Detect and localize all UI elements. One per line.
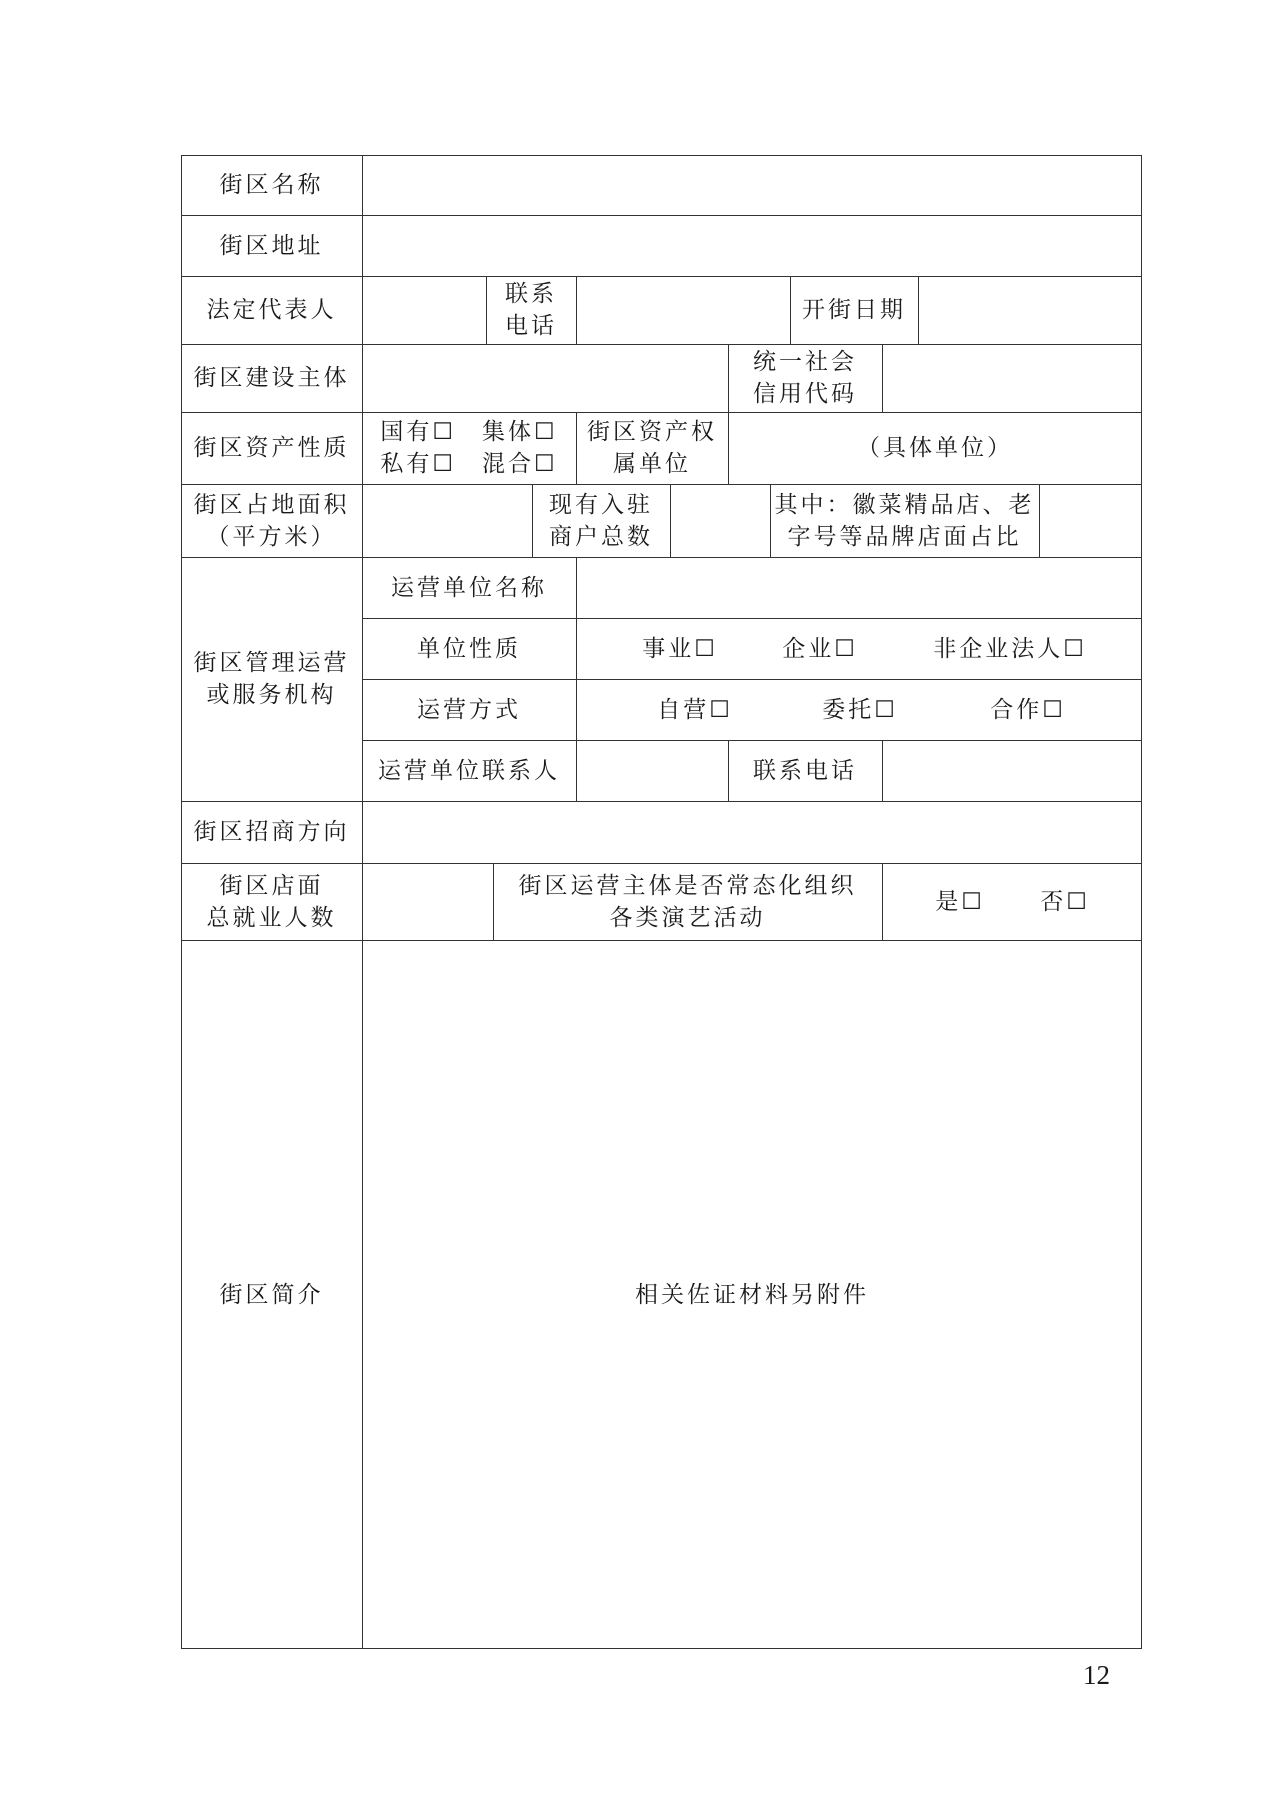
- label-operator-group: [181, 557, 362, 801]
- street-name-field[interactable]: [362, 155, 1142, 215]
- investment-direction-field[interactable]: [362, 801, 1142, 863]
- label-employment: [181, 863, 362, 940]
- option-no[interactable]: 否☐: [1040, 888, 1090, 915]
- label-opening-date: 开街日期: [802, 297, 906, 323]
- label-line: 街区资产权: [587, 419, 717, 445]
- label-investment-direction: 街区招商方向: [193, 819, 350, 845]
- operator-contact-field[interactable]: [576, 740, 728, 801]
- legal-representative-field[interactable]: [362, 276, 486, 344]
- label-line: 总就业人数: [206, 904, 337, 931]
- label-street-name: 街区名称: [219, 172, 324, 198]
- merchant-count-field[interactable]: [670, 484, 770, 557]
- label-line: 其中：徽菜精品店、老: [774, 491, 1035, 518]
- contact-phone-field[interactable]: [576, 276, 790, 344]
- asset-nature-options[interactable]: [362, 412, 576, 484]
- page-number: 12: [1083, 1660, 1110, 1690]
- option-cooperation[interactable]: 合作☐: [990, 696, 1066, 723]
- label-line: 字号等品牌店面占比: [787, 523, 1022, 550]
- option-enterprise[interactable]: 企业☐: [782, 635, 858, 662]
- employment-field[interactable]: [362, 863, 493, 940]
- land-area-field[interactable]: [362, 484, 532, 557]
- label-operation-mode: 运营方式: [417, 696, 521, 723]
- opening-date-field[interactable]: [918, 276, 1142, 344]
- street-address-field[interactable]: [362, 215, 1142, 276]
- label-contact-phone: [486, 276, 576, 344]
- label-line: 属单位: [613, 451, 691, 477]
- label-line: 统一社会: [753, 349, 857, 375]
- brand-store-ratio-field[interactable]: [1039, 484, 1142, 557]
- asset-options-line[interactable]: 国有☐ 集体☐: [380, 419, 558, 445]
- construction-entity-field[interactable]: [362, 344, 728, 412]
- label-unit-nature: 单位性质: [417, 635, 521, 662]
- option-entrusted[interactable]: 委托☐: [822, 696, 898, 723]
- label-operator-name: 运营单位名称: [391, 574, 547, 601]
- label-street-address: 街区地址: [219, 232, 324, 259]
- operator-name-field[interactable]: [576, 557, 1142, 618]
- label-line: 街区店面: [219, 872, 324, 899]
- label-line: 商户总数: [549, 523, 653, 550]
- option-public-institution[interactable]: 事业☐: [642, 635, 718, 662]
- label-operator-phone: 联系电话: [753, 757, 857, 784]
- label-line: （平方米）: [206, 523, 337, 550]
- label-asset-nature: 街区资产性质: [193, 435, 350, 461]
- label-line: 或服务机构: [206, 682, 337, 708]
- label-line: 联系: [505, 281, 557, 307]
- column-divider: [882, 863, 883, 940]
- label-line: 信用代码: [753, 381, 857, 407]
- label-legal-representative: 法定代表人: [206, 297, 337, 323]
- label-merchant-count: [532, 484, 670, 557]
- intro-note: 相关佐证材料另附件: [635, 1281, 869, 1308]
- label-regular-events: [493, 863, 882, 940]
- credit-code-field[interactable]: [882, 344, 1142, 412]
- label-asset-owner: [576, 412, 728, 484]
- label-line: 街区占地面积: [193, 491, 350, 518]
- label-brand-store-ratio: [770, 484, 1039, 557]
- label-line: 现有入驻: [549, 491, 653, 518]
- operator-phone-field[interactable]: [882, 740, 1142, 801]
- asset-owner-field[interactable]: （具体单位）: [857, 435, 1013, 461]
- label-land-area: [181, 484, 362, 557]
- label-operator-contact: 运营单位联系人: [378, 757, 560, 784]
- asset-options-line[interactable]: 私有☐ 混合☐: [380, 451, 558, 477]
- label-credit-code: [728, 344, 882, 412]
- label-street-intro: 街区简介: [219, 1281, 324, 1308]
- label-line: 街区运营主体是否常态化组织: [518, 872, 857, 899]
- label-construction-entity: 街区建设主体: [193, 365, 350, 391]
- street-intro-field[interactable]: [362, 940, 1142, 1649]
- label-line: 各类演艺活动: [609, 904, 766, 931]
- label-line: 电话: [505, 313, 557, 339]
- option-yes[interactable]: 是☐: [935, 888, 985, 915]
- option-self-operated[interactable]: 自营☐: [657, 696, 733, 723]
- option-non-enterprise-legal-person[interactable]: 非企业法人☐: [933, 635, 1087, 662]
- label-line: 街区管理运营: [193, 650, 350, 676]
